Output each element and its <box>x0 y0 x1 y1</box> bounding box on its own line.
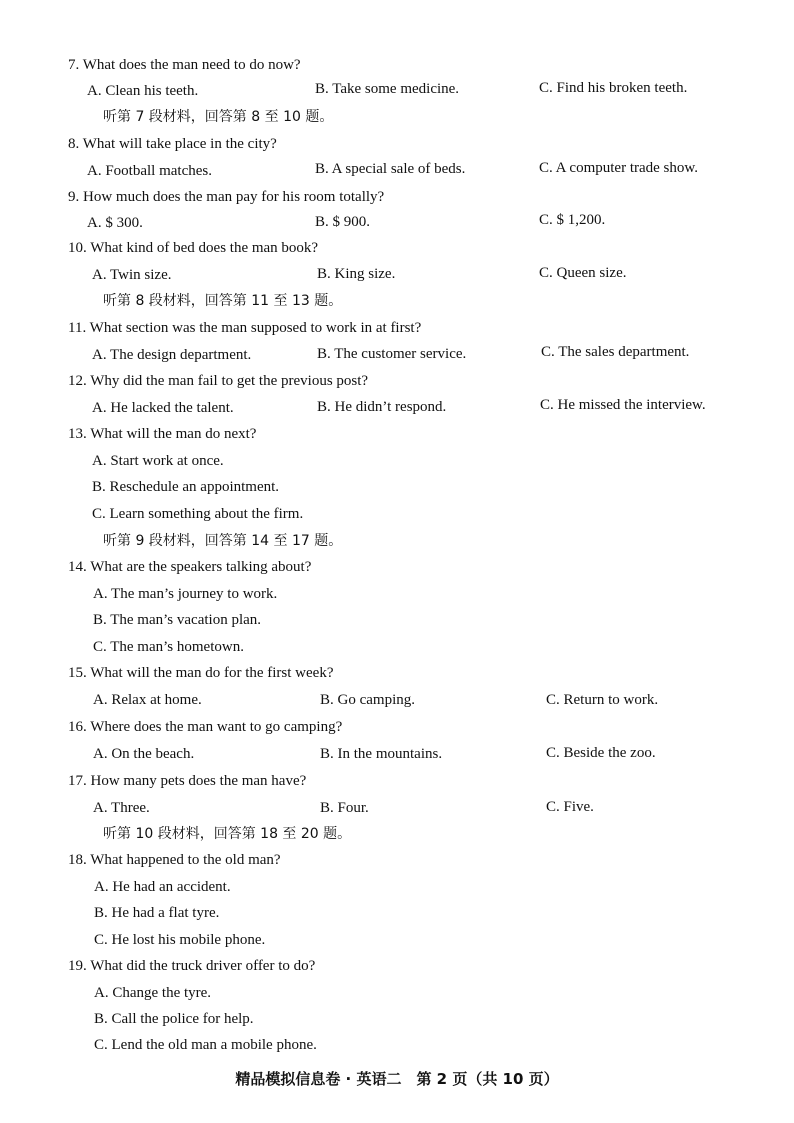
question-7-stem: 7. What does the man need to do now? <box>68 57 301 73</box>
question-8-option-c: C. A computer trade show. <box>539 160 699 176</box>
question-16-stem: 16. Where does the man want to go camping? <box>68 719 343 735</box>
question-19-stem: 19. What did the truck driver offer to do? <box>68 958 316 974</box>
question-15-option-a: A. Relax at home. <box>93 692 202 708</box>
question-9-option-a: A. $ 300. <box>87 215 143 231</box>
question-15-stem: 15. What will the man do for the first week? <box>68 665 334 681</box>
question-12-option-a: A. He lacked the talent. <box>92 400 234 416</box>
question-17-stem: 17. How many pets does the man have? <box>68 773 307 789</box>
question-19-option-b: B. Call the police for help. <box>94 1011 254 1027</box>
question-16-option-b: B. In the mountains. <box>320 746 443 762</box>
question-11-option-a: A. The design department. <box>92 347 252 363</box>
question-12-option-b: B. He didn’t respond. <box>317 399 447 415</box>
question-11-stem: 11. What section was the man supposed to work in at first? <box>68 320 422 336</box>
question-18-stem: 18. What happened to the old man? <box>68 852 281 868</box>
question-9-option-b: B. $ 900. <box>315 214 371 230</box>
section-10-instruction: 听第 10 段材料，回答第 18 至 20 题。 <box>103 826 352 842</box>
question-15-option-b: B. Go camping. <box>320 692 415 708</box>
question-13-option-c: C. Learn something about the firm. <box>92 506 304 522</box>
section-9-instruction: 听第 9 段材料，回答第 14 至 17 题。 <box>103 533 343 549</box>
question-11-option-b: B. The customer service. <box>317 346 467 362</box>
question-9-stem: 9. How much does the man pay for his room totally? <box>68 189 385 205</box>
question-12-option-c: C. He missed the interview. <box>540 397 706 413</box>
question-13-option-a: A. Start work at once. <box>92 453 224 469</box>
section-8-instruction: 听第 8 段材料，回答第 11 至 13 题。 <box>103 293 343 309</box>
question-14-stem: 14. What are the speakers talking about? <box>68 559 312 575</box>
question-10-option-c: C. Queen size. <box>539 265 627 281</box>
question-12-stem: 12. Why did the man fail to get the previous post? <box>68 373 369 389</box>
question-7-option-b: B. Take some medicine. <box>315 81 460 97</box>
question-18-option-b: B. He had a flat tyre. <box>94 905 220 921</box>
question-13-stem: 13. What will the man do next? <box>68 426 257 442</box>
question-19-option-a: A. Change the tyre. <box>94 985 212 1001</box>
question-8-option-b: B. A special sale of beds. <box>315 161 466 177</box>
question-13-option-b: B. Reschedule an appointment. <box>92 479 280 495</box>
question-17-option-a: A. Three. <box>93 800 150 816</box>
question-8-stem: 8. What will take place in the city? <box>68 136 277 152</box>
page-footer: 精品模拟信息卷 · 英语二 第 2 页（共 10 页） <box>235 1070 559 1088</box>
question-14-option-c: C. The man’s hometown. <box>93 639 244 655</box>
question-8-option-a: A. Football matches. <box>87 163 212 179</box>
question-7-option-a: A. Clean his teeth. <box>87 83 199 99</box>
question-18-option-c: C. He lost his mobile phone. <box>94 932 266 948</box>
question-10-option-a: A. Twin size. <box>92 267 172 283</box>
question-14-option-b: B. The man’s vacation plan. <box>93 612 262 628</box>
question-7-option-c: C. Find his broken teeth. <box>539 80 688 96</box>
question-16-option-a: A. On the beach. <box>93 746 195 762</box>
question-17-option-b: B. Four. <box>320 800 369 816</box>
question-14-option-a: A. The man’s journey to work. <box>93 586 278 602</box>
question-9-option-c: C. $ 1,200. <box>539 212 606 228</box>
question-10-stem: 10. What kind of bed does the man book? <box>68 240 319 256</box>
question-19-option-c: C. Lend the old man a mobile phone. <box>94 1037 317 1053</box>
question-17-option-c: C. Five. <box>546 799 594 815</box>
section-7-instruction: 听第 7 段材料，回答第 8 至 10 题。 <box>103 109 334 125</box>
question-16-option-c: C. Beside the zoo. <box>546 745 656 761</box>
question-18-option-a: A. He had an accident. <box>94 879 231 895</box>
question-11-option-c: C. The sales department. <box>541 344 690 360</box>
question-15-option-c: C. Return to work. <box>546 692 659 708</box>
question-10-option-b: B. King size. <box>317 266 396 282</box>
